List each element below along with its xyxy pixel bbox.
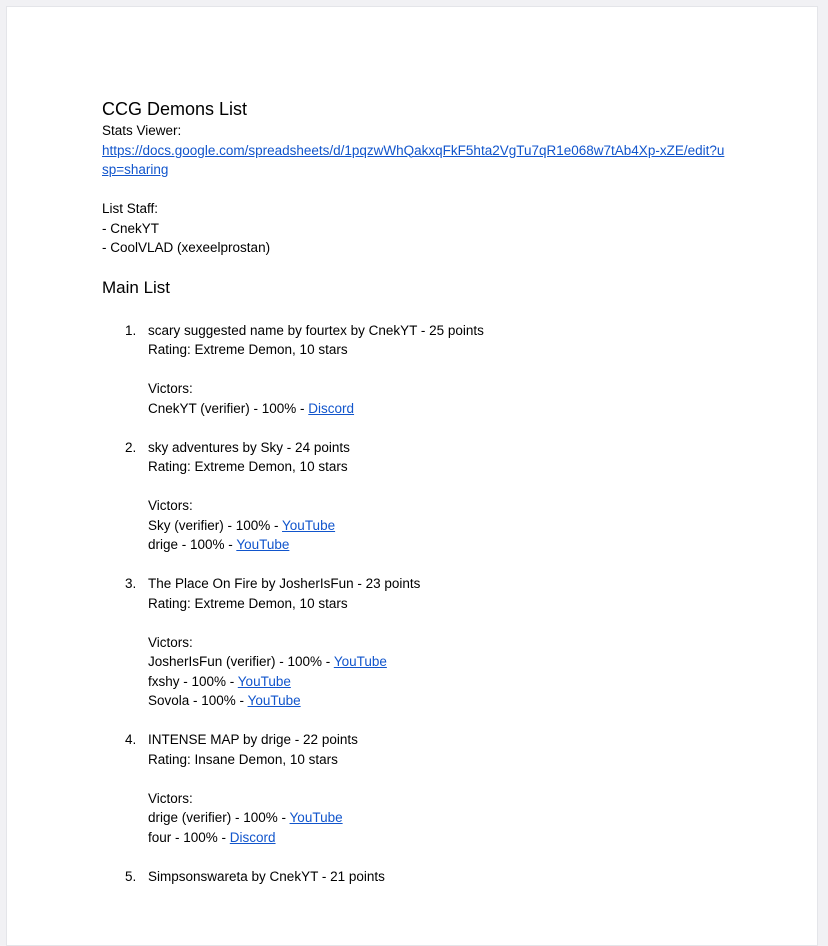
victor-text: drige (verifier) - 100% - — [148, 810, 290, 825]
item-rating — [148, 886, 726, 906]
item-title: Simpsonswareta by CnekYT - 21 points — [148, 868, 385, 884]
victor-lines — [148, 516, 726, 555]
main-list — [102, 321, 726, 906]
document-page — [6, 6, 818, 946]
demon-item — [102, 438, 726, 575]
victor-line — [148, 808, 726, 828]
demon-item — [102, 867, 726, 906]
document-title: CCG Demons List — [102, 99, 248, 119]
victor-line — [148, 672, 726, 692]
item-title: The Place On Fire by JosherIsFun - 23 points — [148, 576, 421, 591]
victors-block — [148, 769, 726, 867]
victor-link[interactable]: YouTube — [236, 537, 290, 552]
item-number: 4. — [125, 732, 137, 747]
item-rating: Rating: Extreme Demon, 10 stars — [148, 342, 348, 357]
victor-lines — [148, 808, 726, 847]
item-rating: Rating: Insane Demon, 10 stars — [148, 751, 338, 767]
spacer — [148, 477, 726, 497]
victor-link[interactable]: YouTube — [247, 693, 301, 708]
item-gap — [148, 555, 726, 575]
victor-line — [148, 535, 726, 555]
demon-item — [102, 321, 726, 438]
victor-link[interactable]: YouTube — [289, 810, 343, 825]
item-number: 3. — [125, 576, 137, 591]
victors-block — [148, 613, 726, 730]
victor-text: four - 100% - — [148, 829, 230, 845]
spacer — [148, 360, 726, 380]
stats-viewer-block — [102, 121, 726, 180]
victor-link[interactable]: Discord — [308, 400, 355, 416]
item-gap — [148, 418, 726, 438]
item-title: sky adventures by Sky - 24 points — [148, 439, 350, 455]
victor-text: drige - 100% - — [148, 537, 237, 552]
list-staff-block — [102, 199, 726, 258]
victor-line — [148, 828, 726, 848]
victor-text: Sky (verifier) - 100% - — [148, 517, 283, 533]
victors-label: Victors: — [148, 381, 193, 396]
main-list-heading: Main List — [102, 277, 171, 297]
victors-label: Victors: — [148, 790, 193, 806]
victor-link[interactable]: Discord — [229, 829, 276, 845]
victor-link[interactable]: YouTube — [282, 517, 336, 533]
victor-line — [148, 399, 726, 419]
item-rating: Rating: Extreme Demon, 10 stars — [148, 459, 348, 474]
stats-viewer-link-wrap — [102, 141, 726, 180]
victor-text: JosherIsFun (verifier) - 100% - — [148, 654, 334, 669]
stats-viewer-label: Stats Viewer: — [102, 123, 182, 138]
victor-line — [148, 691, 726, 711]
victor-text: fxshy - 100% - — [148, 673, 238, 689]
victors-label: Victors: — [148, 498, 193, 513]
victor-link[interactable]: YouTube — [237, 673, 291, 689]
victor-line — [148, 516, 726, 536]
victor-lines — [148, 652, 726, 711]
victor-line — [148, 652, 726, 672]
victors-block — [148, 360, 726, 438]
item-gap — [148, 847, 726, 867]
item-title: scary suggested name by fourtex by CnekYT - 25 points — [148, 322, 484, 338]
item-number: 2. — [125, 439, 137, 455]
staff-member: - CnekYT — [102, 220, 160, 236]
victors-label: Victors: — [148, 634, 193, 650]
spacer — [148, 769, 726, 789]
list-staff-heading: List Staff: — [102, 201, 159, 216]
spacer — [148, 613, 726, 633]
document-content — [7, 7, 726, 906]
victor-lines — [148, 399, 726, 419]
staff-member: - CoolVLAD (xexeelprostan) — [102, 240, 271, 255]
victor-text: CnekYT (verifier) - 100% - — [148, 400, 309, 416]
victor-text: Sovola - 100% - — [148, 693, 248, 708]
victors-block — [148, 477, 726, 575]
stats-viewer-link[interactable]: https://docs.google.com/spreadsheets/d/1pqzwWhQakxqFkF5hta2VgTu7qR1e068w7tAb4Xp-xZE/edit?usp=sharing — [102, 142, 725, 177]
demon-item — [102, 730, 726, 867]
item-number: 5. — [125, 868, 137, 884]
demon-item — [102, 574, 726, 730]
item-gap — [148, 711, 726, 731]
victor-link[interactable]: YouTube — [333, 654, 387, 669]
spacer — [102, 180, 726, 200]
item-number: 1. — [125, 322, 137, 338]
item-title: INTENSE MAP by drige - 22 points — [148, 732, 358, 747]
item-rating: Rating: Extreme Demon, 10 stars — [148, 595, 348, 611]
